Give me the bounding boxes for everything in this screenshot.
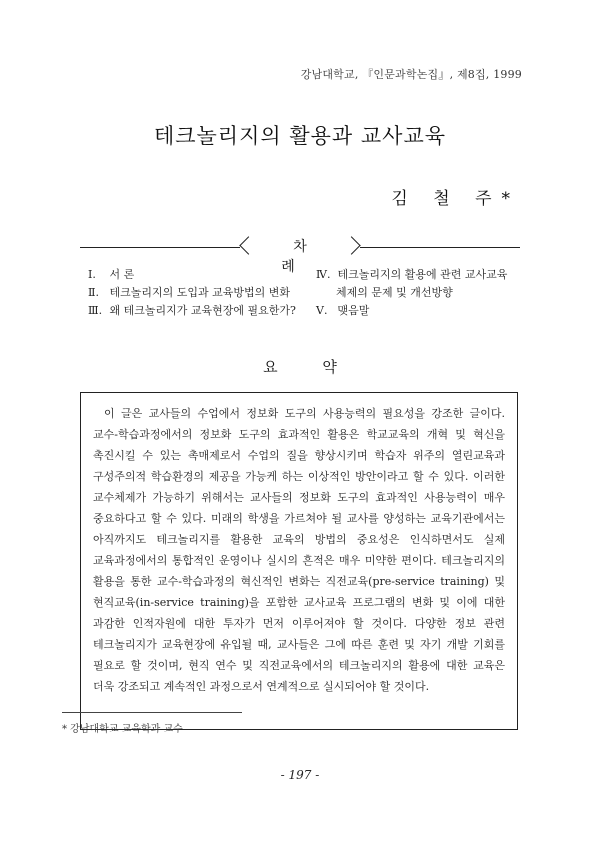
toc-column-right	[316, 266, 526, 320]
toc-item-number: Ⅳ.	[316, 268, 331, 281]
paper-title: 테크놀리지의 활용과 교사교육	[153, 124, 447, 148]
toc-item	[88, 302, 308, 320]
author-affiliation-footnote: * 강남대학교 교육학과 교수	[62, 724, 183, 735]
page-number: - 197 -	[280, 768, 320, 782]
toc-item	[88, 284, 308, 302]
toc-item-text: 맺음말	[337, 304, 370, 317]
toc-item	[316, 302, 526, 320]
abstract-text: 이 글은 교사들의 수업에서 정보화 도구의 사용능력의 필요성을 강조한 글이다. 교수-학습과정에서의 정보화 도구의 효과적인 활용은 학교교육의 개혁 및 혁신을 촉진시킬 수 있는 촉매제로서 수업의 질을 향상시키며 학습자 위주의 열린교육과 구성주의적 학습환경의 제공을 가능케 하는 이상적인 방안이라고 할 수 있다. 이러한 교수체제가 가능하기 위해서는 교사들의 정보화 도구의 효과적인 사용능력이 매우 중요하다고 할 수 있다. 미래의 학생을 가르쳐야 될 교사를 양성하는 교육기관에서는 아직까지도 테크놀리지를 활용한 교육의 방법의 중요성은 인식하면서도 실제 교육과정에서의 통합적인 운영이나 실시의 흔적은 매우 미약한 편이다. 테크놀리지의 활용을 통한 교수-학습과정의 혁신적인 변화는 직전교육(pre-service training) 및 현직교육(in-service training)을 포함한 교사교육 프로그램의 변화 및 이에 대한 과감한 인적자원에 대한 투자가 먼저 이루어져야 할 것이다. 다양한 정보 관련 테크놀리지가 교육현장에 유입될 때, 교사들은 그에 따른 훈련 및 자기 개발 기회를 필요로 할 것이며, 현직 연수 및 직전교육에서의 테크놀리지의 활용에 대한 교육은 더욱 강조되고 계속적인 과정으로서 연계적으로 실시되어야 할 것이다.	[93, 407, 505, 693]
toc-item-number: Ⅰ.	[88, 268, 96, 281]
journal-header: 강남대학교, 『인문과학논집』, 제8집, 1999	[300, 68, 522, 81]
toc-item	[316, 266, 526, 284]
toc-item-text: 테크놀리지의 활용에 관련 교사교육	[337, 268, 508, 281]
toc-item-text: 왜 테크놀리지가 교육현장에 필요한가?	[109, 304, 296, 317]
toc-item-text: 서 론	[109, 268, 135, 281]
toc-item-text: 체제의 문제 및 개선방향	[336, 286, 453, 299]
toc-item-number: Ⅴ.	[316, 304, 328, 317]
toc-item	[88, 266, 308, 284]
toc-item-text: 테크놀리지의 도입과 교육방법의 변화	[109, 286, 291, 299]
toc-title: 차 례	[240, 236, 360, 276]
author-name: 김 철 주*	[391, 189, 520, 209]
toc-column-left	[88, 266, 308, 320]
toc-item-number: Ⅲ.	[88, 304, 103, 317]
toc-item-number: Ⅱ.	[88, 286, 99, 299]
abstract-box	[80, 392, 518, 730]
toc-divider-left	[80, 247, 240, 248]
abstract-heading: 요 약	[263, 358, 357, 376]
toc-divider-right	[360, 247, 520, 248]
footnote-divider	[62, 712, 242, 713]
toc-item-continuation	[316, 284, 526, 302]
